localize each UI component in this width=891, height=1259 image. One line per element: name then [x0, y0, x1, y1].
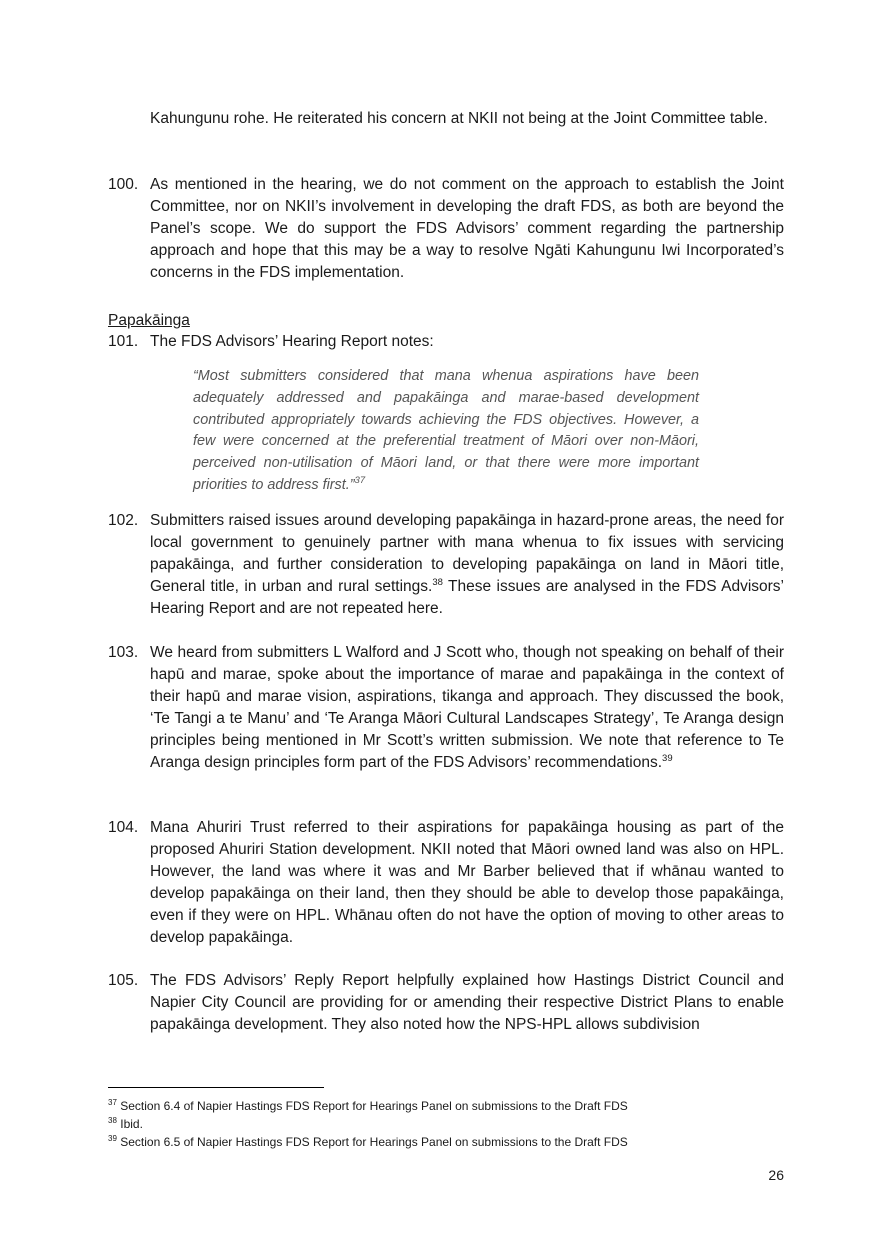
- paragraph-text: As mentioned in the hearing, we do not comment on the approach to establish the Joint Committee, nor on NKII’s involvement in developing the draft FDS, as both are beyond the Panel’s scope. We do support the FDS Advisors’ comment regarding the partnership approach and hope that this may be a way to resolve Ngāti Kahungunu Iwi Incorporated’s concerns in the FDS implementation.: [150, 176, 784, 281]
- paragraph-102: [108, 510, 784, 620]
- paragraph-text: [150, 642, 784, 774]
- paragraph-101: [108, 331, 784, 353]
- paragraph-105: [108, 970, 784, 1036]
- paragraph-text-b: These issues are analysed in the FDS Advisors’ Hearing Report and are not repeated here.: [150, 578, 784, 617]
- footnote-number: 37: [108, 1098, 117, 1107]
- paragraph-number: 102.: [108, 512, 139, 529]
- paragraph-text: The FDS Advisors’ Hearing Report notes:: [150, 333, 434, 350]
- paragraph-103: [108, 642, 784, 774]
- paragraph-number: 100.: [108, 176, 139, 193]
- block-quote: [193, 366, 699, 497]
- paragraph-99-continuation: Kahungunu rohe. He reiterated his concern at NKII not being at the Joint Committee table.: [150, 110, 768, 127]
- quote-text: “Most submitters considered that mana whenua aspirations have been adequately addressed and papakāinga and marae-based development contributed appropriately towards achieving the FDS objectives. However, a few were concerned at the preferential treatment of Māori over non-Māori, perceived non-utilisation of Māori land, or that there were more important priorities to address first.”: [193, 368, 699, 493]
- paragraph-text: Mana Ahuriri Trust referred to their aspirations for papakāinga housing as part of the proposed Ahuriri Station development. NKII noted that Māori owned land was also on HPL. However, the land was where it was and Mr Barber believed that if whānau wanted to develop papakāinga on their land, then they should be able to develop those papakāinga, even if they were on HPL. Whānau often do not have the option of moving to other areas to develop papakāinga.: [150, 819, 784, 946]
- paragraph-104: [108, 817, 784, 949]
- paragraph-100: [108, 174, 784, 284]
- paragraph-text-a: Submitters raised issues around developing papakāinga in hazard-prone areas, the need for local government to genuinely partner with mana whenua to fix issues with servicing papakāinga, and further consideration to developing papakāinga on land in Māori title, General title, in urban and rural settings.: [150, 512, 784, 595]
- paragraph-number: 101.: [108, 333, 139, 350]
- page-number: 26: [768, 1167, 784, 1183]
- paragraph-number: 103.: [108, 644, 139, 661]
- footnote-text: Section 6.4 of Napier Hastings FDS Report for Hearings Panel on submissions to the Draft FDS: [116, 1099, 628, 1113]
- footnote-37: [108, 1097, 788, 1115]
- paragraph-text: [150, 510, 784, 620]
- footnote-ref: 37: [354, 475, 366, 487]
- footnote-38: [108, 1115, 788, 1133]
- footnote-divider: [108, 1087, 324, 1088]
- paragraph-text: The FDS Advisors’ Reply Report helpfully explained how Hastings District Council and Napier City Council are providing for or amending their respective District Plans to enable papakāinga development. They also noted how the NPS-HPL allows subdivision: [150, 972, 784, 1033]
- footnote-number: 39: [108, 1134, 117, 1143]
- footnote-text: Section 6.5 of Napier Hastings FDS Report for Hearings Panel on submissions to the Draft FDS: [116, 1135, 628, 1149]
- footnote-ref: 39: [662, 752, 673, 764]
- footnote-text: Ibid.: [116, 1117, 143, 1131]
- footnote-ref: 38: [432, 576, 443, 588]
- paragraph-text-main: We heard from submitters L Walford and J Scott who, though not speaking on behalf of their hapū and marae, spoke about the importance of marae and papakāinga in the context of their hapū and marae vision, aspirations, tikanga and approach. They discussed the book, ‘Te Tangi a te Manu’ and ‘Te Aranga Māori Cultural Landscapes Strategy’, Te Aranga design principles being mentioned in Mr Scott’s written submission. We note that reference to Te Aranga design principles form part of the FDS Advisors’ recommendations.: [150, 644, 784, 771]
- section-heading: Papakāinga: [108, 312, 190, 329]
- footnotes: [108, 1097, 788, 1151]
- paragraph-number: 105.: [108, 972, 139, 989]
- footnote-number: 38: [108, 1116, 117, 1125]
- paragraph-number: 104.: [108, 819, 139, 836]
- footnote-39: [108, 1133, 788, 1151]
